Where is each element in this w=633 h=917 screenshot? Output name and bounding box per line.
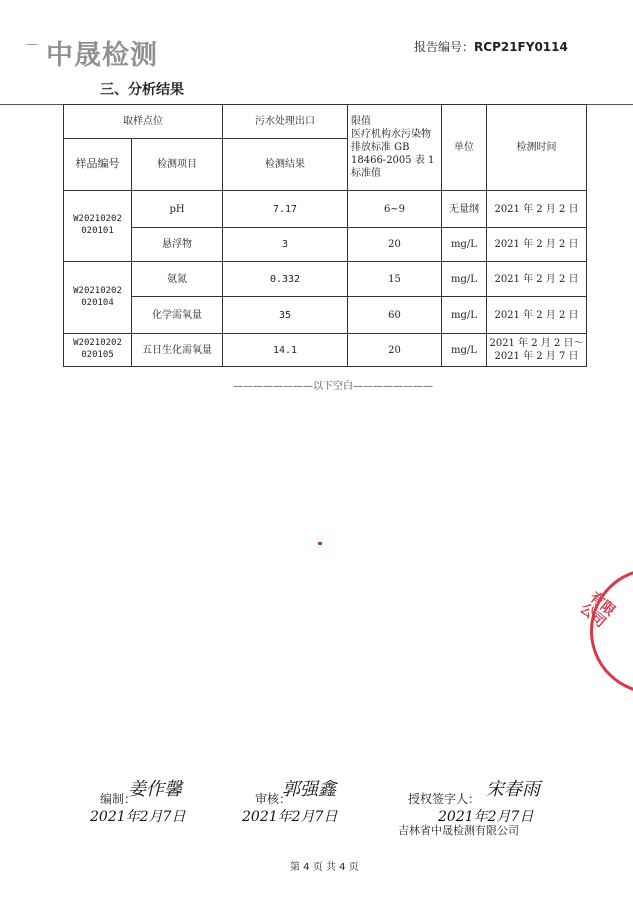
result: 0.332 xyxy=(223,262,348,297)
unit: mg/L xyxy=(442,228,487,262)
result: 14.1 xyxy=(223,334,348,367)
report-number-value: RCP21FY0114 xyxy=(474,40,568,54)
compiler-signature: 姜作馨 xyxy=(128,779,182,800)
unit: 无量纲 xyxy=(442,191,487,228)
item: pH xyxy=(132,191,223,228)
results-table xyxy=(63,104,587,367)
approver-date: 2021年2月7日 xyxy=(438,809,534,825)
company-name: 吉林省中晟检测有限公司 xyxy=(398,824,519,837)
report-number xyxy=(414,38,568,55)
test-time: 2021 年 2 月 2 日 xyxy=(487,262,587,297)
reviewer-signature: 郭强鑫 xyxy=(282,779,336,800)
sampling-point-value: 污水处理出口 xyxy=(223,105,348,139)
limit: 60 xyxy=(348,297,442,334)
item-header: 检测项目 xyxy=(132,139,223,191)
approver-signature: 宋春雨 xyxy=(486,779,540,800)
limit: 20 xyxy=(348,228,442,262)
reviewer-label: 审核： xyxy=(255,792,292,806)
test-time: 2021 年 2 月 2 日 xyxy=(487,228,587,262)
item: 化学需氧量 xyxy=(132,297,223,334)
test-time: 2021 年 2 月 2 日 xyxy=(487,191,587,228)
seal-text xyxy=(576,589,633,632)
table-row xyxy=(64,191,587,228)
unit-header: 单位 xyxy=(442,105,487,191)
table-row xyxy=(64,228,587,262)
approver-label: 授权签字人： xyxy=(408,792,481,806)
reviewer-date: 2021年2月7日 xyxy=(242,809,338,825)
time-header: 检测时间 xyxy=(487,105,587,191)
unit: mg/L xyxy=(442,262,487,297)
compiler-date: 2021年2月7日 xyxy=(90,809,186,825)
result-header: 检测结果 xyxy=(223,139,348,191)
unit: mg/L xyxy=(442,297,487,334)
compiler-label: 编制： xyxy=(100,792,137,806)
table-header-row xyxy=(64,105,587,139)
sample-no: W20210202 020101 xyxy=(64,191,132,262)
limit: 15 xyxy=(348,262,442,297)
result: 7.17 xyxy=(223,191,348,228)
end-blank-note: ————————以下空白———————— xyxy=(233,381,433,392)
seal-label: 有限公司 xyxy=(576,589,619,632)
sample-no: W20210202 020105 xyxy=(64,334,132,367)
limit: 6~9 xyxy=(348,191,442,228)
sample-no: W20210202 020104 xyxy=(64,262,132,334)
sampling-point-label: 取样点位 xyxy=(64,105,223,139)
result: 35 xyxy=(223,297,348,334)
report-number-label: 报告编号： xyxy=(414,40,475,54)
result: 3 xyxy=(223,228,348,262)
limit-header: 限值 医疗机构水污染物排放标准 GB 18466-2005 表 1 标准值 xyxy=(348,105,442,191)
red-mark xyxy=(318,542,322,545)
sample-no-header: 样品编号 xyxy=(64,139,132,191)
margin-mark xyxy=(27,44,37,45)
unit: mg/L xyxy=(442,334,487,367)
item: 氨氮 xyxy=(132,262,223,297)
section-title: 三、分析结果 xyxy=(100,82,184,98)
item: 悬浮物 xyxy=(132,228,223,262)
page-number: 第 4 页 共 4 页 xyxy=(290,862,359,873)
table-row xyxy=(64,262,587,297)
test-time: 2021 年 2 月 2 日 xyxy=(487,297,587,334)
item: 五日生化需氧量 xyxy=(132,334,223,367)
limit: 20 xyxy=(348,334,442,367)
test-time: 2021 年 2 月 2 日～ 2021 年 2 月 7 日 xyxy=(487,334,587,367)
company-logo: 中晟检测 xyxy=(46,40,158,71)
table-row xyxy=(64,297,587,334)
table-row xyxy=(64,334,587,367)
